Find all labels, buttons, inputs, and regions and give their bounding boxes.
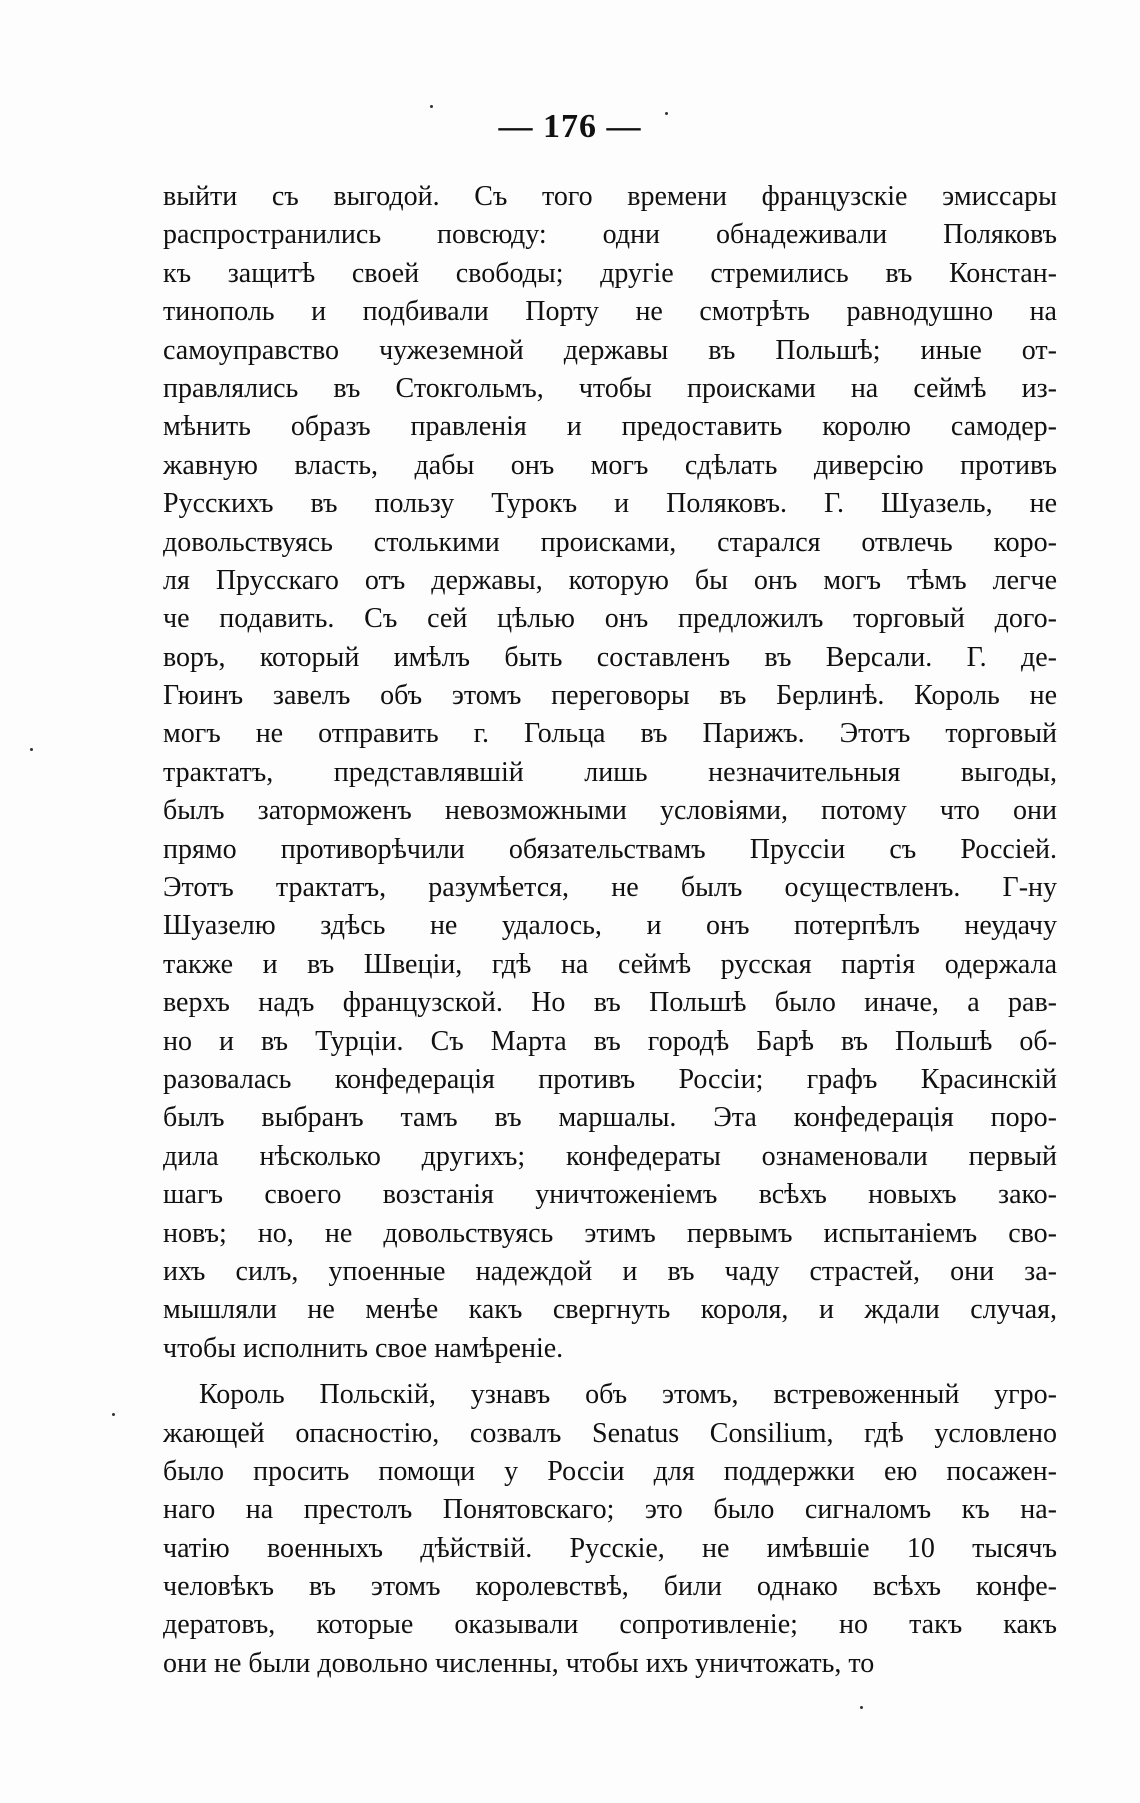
text-line: Шуазелю здѣсь не удалось, и онъ потерпѣлъ неудачу: [163, 910, 1057, 942]
body-text: [163, 178, 1057, 1683]
text-line: воръ, который имѣлъ быть составленъ въ Версали. Г. де-: [163, 641, 1057, 673]
text-line: шагъ своего возстанія уничтоженіемъ всѣхъ новыхъ зако-: [163, 1179, 1057, 1211]
print-speck: [30, 748, 33, 751]
text-line: ихъ силъ, упоенные надеждой и въ чаду страстей, они за-: [163, 1255, 1057, 1287]
text-line: мѣнить образъ правленія и предоставить королю самодер-: [163, 411, 1057, 443]
text-line: мышляли не менѣе какъ свергнуть короля, и ждали случая,: [163, 1294, 1057, 1326]
text-line: былъ заторможенъ невозможными условіями, потому что они: [163, 795, 1057, 827]
text-line: верхъ надъ французской. Но въ Польшѣ было иначе, а рав-: [163, 987, 1057, 1019]
text-line: они не были довольно численны, чтобы ихъ уничтожать, то: [163, 1647, 875, 1679]
text-line: дератовъ, которые оказывали сопротивленіе; но такъ какъ: [163, 1609, 1057, 1641]
text-line: жающей опасностію, созвалъ Senatus Consilium, гдѣ условлено: [163, 1417, 1057, 1449]
text-line: разовалась конфедерація противъ Россіи; графъ Красинскій: [163, 1063, 1057, 1095]
text-line: наго на престолъ Понятовскаго; это было сигналомъ къ на-: [163, 1494, 1057, 1526]
print-speck: [665, 112, 668, 115]
print-speck: [430, 105, 433, 108]
text-line: самоуправство чужеземной державы въ Польшѣ; иные от-: [163, 334, 1057, 366]
text-line: новъ; но, не довольствуясь этимъ первымъ испытаніемъ сво-: [163, 1217, 1057, 1249]
text-line: Гюинъ завелъ объ этомъ переговоры въ Берлинѣ. Король не: [163, 680, 1057, 712]
text-line: но и въ Турціи. Съ Марта въ городѣ Барѣ въ Польшѣ об-: [163, 1025, 1057, 1057]
text-line: выйти съ выгодой. Съ того времени французскіе эмиссары: [163, 181, 1057, 212]
text-line: прямо противорѣчили обязательствамъ Пруссіи съ Россіей.: [163, 833, 1057, 865]
text-line: жавную власть, дабы онъ могъ сдѣлать диверсію противъ: [163, 449, 1057, 481]
text-line: распространились повсюду: одни обнадеживали Поляковъ: [163, 219, 1057, 251]
page-number: — 176 —: [498, 108, 642, 145]
print-speck: [860, 1706, 863, 1709]
text-line: былъ выбранъ тамъ въ маршалы. Эта конфедерація поро-: [163, 1102, 1057, 1134]
text-line: къ защитѣ своей свободы; другіе стремились въ Констан-: [163, 257, 1057, 289]
text-line: чатію военныхъ дѣйствій. Русскіе, не имѣвшіе 10 тысячъ: [163, 1532, 1057, 1564]
text-line: тинополь и подбивали Порту не смотрѣть равнодушно на: [163, 296, 1057, 328]
text-line: было просить помощи у Россіи для поддержки ею посажен-: [163, 1455, 1057, 1487]
text-line: человѣкъ въ этомъ королевствѣ, били однако всѣхъ конфе-: [163, 1571, 1057, 1603]
text-line: довольствуясь столькими происками, старался отвлечь коро-: [163, 526, 1057, 558]
print-speck: [112, 1413, 115, 1416]
text-line: Русскихъ въ пользу Турокъ и Поляковъ. Г. Шуазель, не: [163, 488, 1057, 520]
text-line: Король Польскій, узнавъ объ этомъ, встревоженный угро-: [199, 1379, 1057, 1411]
text-line: правлялись въ Стокгольмъ, чтобы происками на сеймѣ из-: [163, 372, 1057, 404]
text-line: также и въ Швеціи, гдѣ на сеймѣ русская партія одержала: [163, 948, 1057, 980]
text-line: могъ не отправить г. Гольца въ Парижъ. Этотъ торговый: [163, 718, 1057, 750]
paragraph-2: [163, 1376, 1057, 1683]
text-line: Этотъ трактатъ, разумѣется, не былъ осуществленъ. Г-ну: [163, 872, 1057, 904]
paragraph-1: [163, 178, 1057, 1368]
text-line: ля Прусскаго отъ державы, которую бы онъ могъ тѣмъ легче: [163, 564, 1057, 596]
text-line: дила нѣсколько другихъ; конфедераты ознаменовали первый: [163, 1140, 1057, 1172]
text-line: трактатъ, представлявшій лишь незначительныя выгоды,: [163, 756, 1057, 788]
text-line: чтобы исполнить свое намѣреніе.: [163, 1332, 564, 1364]
text-line: че подавить. Съ сей цѣлью онъ предложилъ торговый дого-: [163, 603, 1057, 635]
